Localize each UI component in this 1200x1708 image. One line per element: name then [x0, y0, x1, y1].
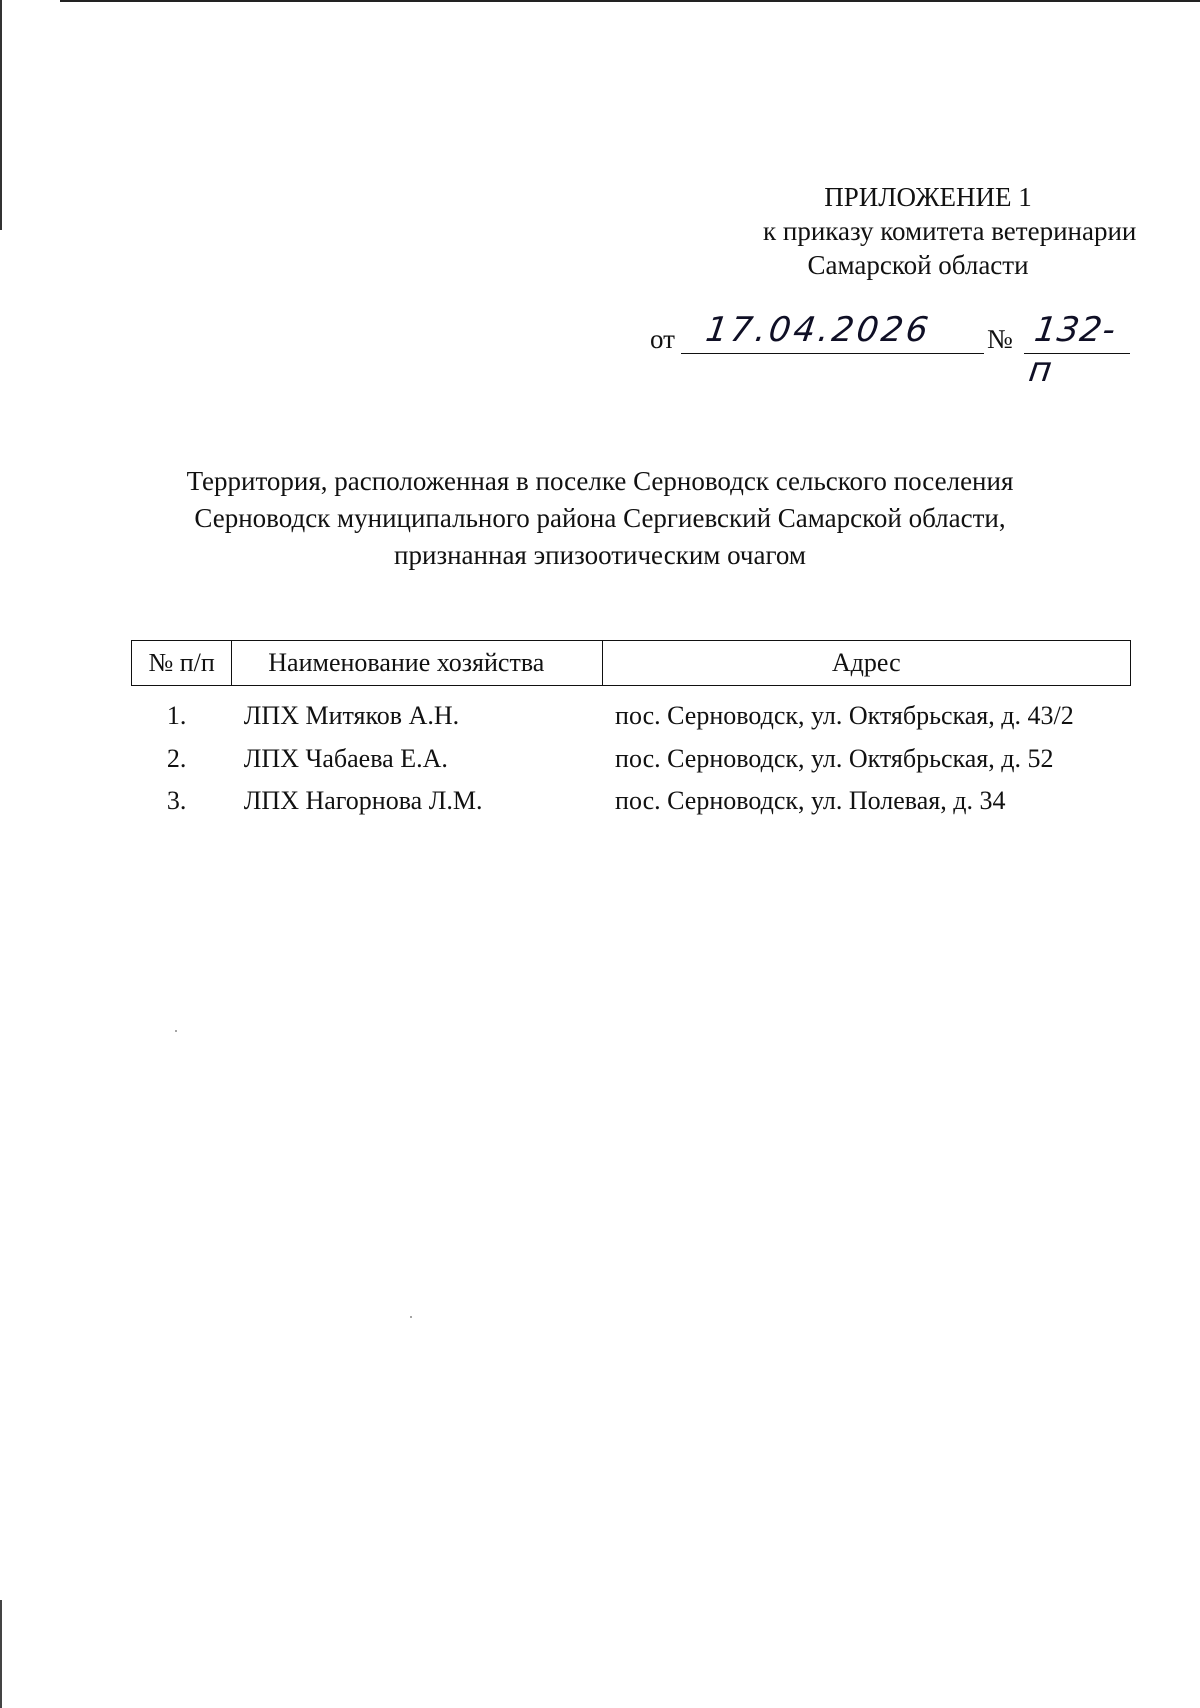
number-field — [1024, 310, 1130, 390]
handwritten-date: 17.04.2026 — [703, 310, 934, 350]
title-line-1: Территория, расположенная в поселке Серноводск сельского поселения — [186, 466, 1014, 496]
header-number: № п/п — [132, 641, 232, 686]
appendix-order-ref: к приказу комитета ветеринарии — [763, 216, 1137, 246]
scan-speck — [410, 1316, 412, 1318]
table-row — [132, 780, 1131, 822]
table-header-row — [132, 641, 1131, 686]
order-date-number — [650, 310, 1130, 390]
title-line-2: Серноводск муниципального района Сергиевский Самарской области, — [194, 503, 1006, 533]
handwritten-number: 132-п — [1026, 310, 1119, 390]
appendix-region: Самарской области — [807, 250, 1029, 280]
date-prefix: от — [650, 324, 675, 354]
table-row — [132, 738, 1131, 780]
scan-edge-left — [0, 0, 2, 230]
row-farm-name: ЛПХ Чабаева Е.А. — [243, 744, 448, 773]
appendix-title: ПРИЛОЖЕНИЕ 1 — [824, 182, 1032, 212]
row-address: пос. Серноводск, ул. Октябрьская, д. 52 — [615, 744, 1054, 773]
row-address: пос. Серноводск, ул. Полевая, д. 34 — [615, 786, 1006, 815]
row-number: 1. — [166, 701, 187, 730]
row-number: 2. — [166, 744, 187, 773]
header-address: Адрес — [602, 641, 1130, 686]
scan-edge-left-bottom — [0, 1600, 2, 1708]
row-number: 3. — [166, 786, 187, 815]
row-address: пос. Серноводск, ул. Октябрьская, д. 43/2 — [615, 701, 1074, 730]
appendix-header — [703, 180, 1137, 282]
table-row — [132, 686, 1131, 739]
date-field — [681, 310, 984, 354]
title-line-3: признанная эпизоотическим очагом — [394, 540, 806, 570]
row-farm-name: ЛПХ Митяков А.Н. — [243, 701, 460, 730]
header-farm-name: Наименование хозяйства — [232, 641, 602, 686]
scan-speck — [175, 1030, 177, 1032]
farms-table — [131, 640, 1131, 822]
document-title — [150, 463, 1050, 574]
row-farm-name: ЛПХ Нагорнова Л.М. — [243, 786, 483, 815]
number-sign: № — [987, 324, 1013, 354]
scan-edge-top — [60, 0, 1200, 2]
